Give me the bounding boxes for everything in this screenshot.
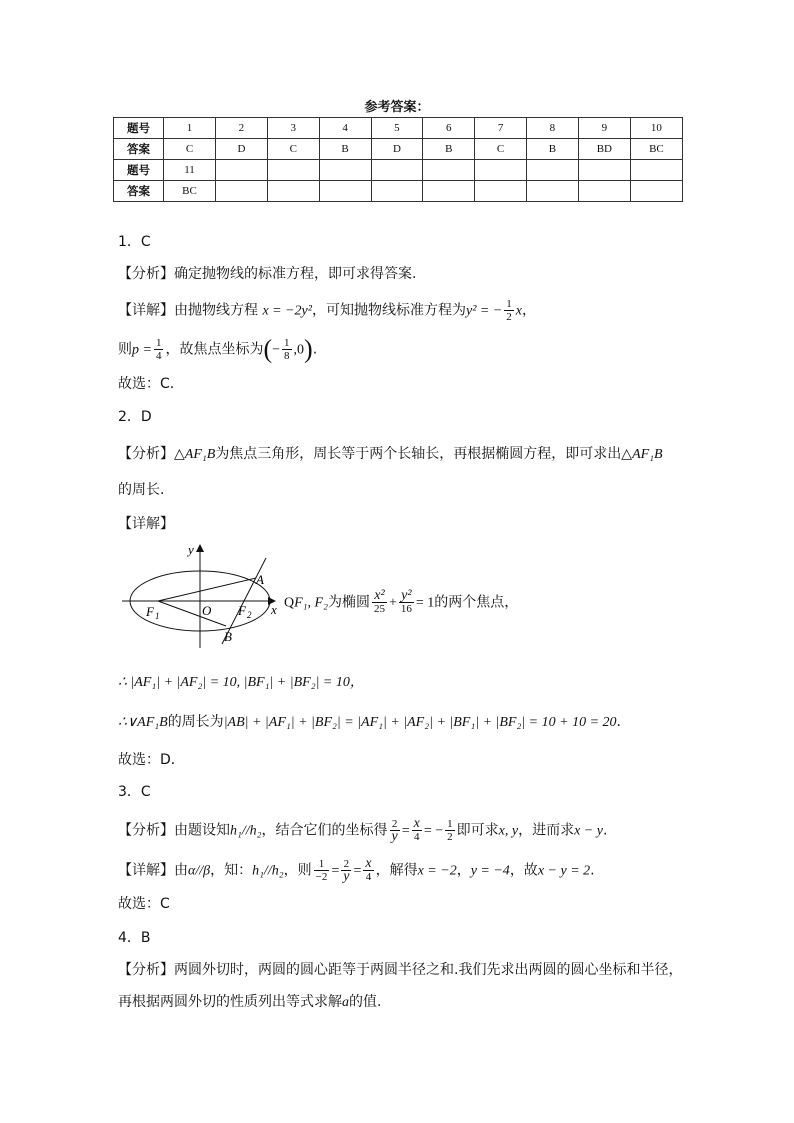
analysis-text: 由题设知 bbox=[174, 822, 230, 839]
analysis-text: 两圆外切时，两圆的圆心距等于两圆半径之和.我们先求出两圆的圆心坐标和半径， bbox=[174, 962, 683, 978]
detail-text: ，可知抛物线标准方程为 bbox=[311, 302, 466, 319]
detail-text: ， bbox=[522, 302, 537, 319]
analysis-tag: 【分析】 bbox=[118, 822, 174, 839]
label-f1: F bbox=[146, 604, 154, 619]
table-cell: BC bbox=[163, 181, 215, 202]
q2-analysis-2: 的周长. bbox=[118, 482, 165, 498]
q1-detail bbox=[118, 298, 536, 323]
label-f2: F bbox=[238, 603, 246, 618]
math-expr: h₁//h₂ bbox=[252, 863, 284, 879]
detail-text: ，故 bbox=[509, 862, 538, 879]
detail-text: ，则 bbox=[283, 862, 312, 879]
fraction bbox=[282, 337, 292, 362]
denominator: 4 bbox=[365, 871, 372, 883]
table-cell bbox=[527, 181, 579, 202]
label-f2-sub: 2 bbox=[247, 610, 252, 620]
table-cell: 1 bbox=[163, 118, 215, 139]
math-expr: + bbox=[388, 595, 397, 611]
table-cell bbox=[216, 160, 268, 181]
denominator: 16 bbox=[400, 603, 412, 615]
denominator: y bbox=[343, 869, 350, 884]
fraction bbox=[399, 590, 414, 615]
math-expr: y = −4 bbox=[470, 863, 510, 879]
analysis-text: ，进而求 bbox=[518, 822, 575, 839]
label-y: y bbox=[188, 542, 194, 557]
numerator: 2 bbox=[390, 818, 400, 831]
q2-detail-beside bbox=[284, 590, 518, 615]
table-cell bbox=[267, 181, 319, 202]
q2-heading: 2．D bbox=[118, 409, 152, 425]
q4-analysis-2 bbox=[118, 992, 381, 1013]
math-expr: = bbox=[401, 823, 410, 839]
table-cell bbox=[475, 160, 527, 181]
math-expr: p = bbox=[132, 342, 152, 358]
label-f1-sub: 1 bbox=[155, 611, 160, 621]
paren-right: ) bbox=[304, 334, 313, 364]
table-cell: B bbox=[527, 139, 579, 160]
table-cell: D bbox=[371, 139, 423, 160]
q3-detail bbox=[118, 858, 595, 883]
detail-text: ，解得 bbox=[375, 862, 418, 879]
numerator: 1 bbox=[155, 337, 162, 349]
numerator: x bbox=[365, 856, 372, 871]
table-cell: 2 bbox=[216, 118, 268, 139]
numerator: 1 bbox=[314, 858, 330, 871]
math-expr: x − y = 2 bbox=[537, 863, 591, 879]
q2-detail-line-2 bbox=[118, 712, 631, 733]
detail-text: 的两个焦点， bbox=[434, 594, 519, 611]
math-expr: h₁//h₂ bbox=[230, 823, 262, 839]
q1-heading: 1．C bbox=[118, 234, 151, 250]
numerator: 1 bbox=[506, 298, 512, 310]
detail-text: 由抛物线方程 bbox=[174, 302, 258, 319]
answer-title: 参考答案： bbox=[364, 100, 430, 115]
table-header-cell: 答案 bbox=[114, 181, 164, 202]
q1-analysis bbox=[118, 264, 416, 284]
math-expr: AF₁B bbox=[184, 447, 216, 462]
analysis-text: ，结合它们的坐标得 bbox=[261, 822, 388, 839]
q4-heading: 4．B bbox=[118, 930, 151, 946]
detail-text: ， bbox=[456, 862, 471, 879]
detail-text: 则 bbox=[118, 341, 132, 358]
analysis-text: 即可求 bbox=[456, 822, 499, 839]
math-expr: α//β bbox=[188, 863, 211, 879]
fraction bbox=[341, 858, 351, 883]
table-cell: C bbox=[475, 139, 527, 160]
detail-text: ． bbox=[616, 714, 631, 730]
table-header-cell: 题号 bbox=[114, 118, 164, 139]
math-expr: Q bbox=[284, 595, 295, 611]
denominator: y bbox=[391, 829, 398, 844]
table-cell: C bbox=[163, 139, 215, 160]
table-cell: B bbox=[423, 139, 475, 160]
table-cell: BC bbox=[630, 139, 682, 160]
detail-tag: 【详解】 bbox=[118, 862, 174, 879]
q2-detail-tag: 【详解】 bbox=[118, 516, 174, 532]
table-cell: 5 bbox=[371, 118, 423, 139]
math-expr: − bbox=[272, 342, 281, 358]
numerator: 1 bbox=[284, 337, 290, 349]
table-cell: D bbox=[216, 139, 268, 160]
table-cell: 3 bbox=[267, 118, 319, 139]
table-cell bbox=[423, 160, 475, 181]
answer-table bbox=[113, 117, 683, 202]
table-cell: 11 bbox=[163, 160, 215, 181]
math-expr: ,0 bbox=[293, 342, 305, 358]
fraction bbox=[504, 298, 514, 323]
label-b: B bbox=[224, 629, 232, 644]
table-cell: 7 bbox=[475, 118, 527, 139]
table-row bbox=[114, 139, 683, 160]
denominator: 25 bbox=[373, 603, 385, 615]
table-row bbox=[114, 160, 683, 181]
math-expr: x = −2y² bbox=[262, 303, 312, 319]
table-cell bbox=[319, 160, 371, 181]
denominator: 4 bbox=[414, 831, 420, 843]
label-o: O bbox=[202, 603, 212, 618]
label-x: x bbox=[271, 602, 277, 617]
table-cell: C bbox=[267, 139, 319, 160]
fraction bbox=[363, 858, 373, 883]
table-cell bbox=[475, 181, 527, 202]
math-expr: x, y bbox=[498, 823, 519, 839]
math-expr: = bbox=[331, 863, 340, 879]
analysis-tag: 【分析】 bbox=[118, 962, 174, 978]
detail-text: ，知： bbox=[210, 862, 253, 879]
analysis-tag: 【分析】 bbox=[118, 446, 174, 462]
triangle-symbol: △ bbox=[174, 446, 185, 462]
fraction bbox=[412, 818, 422, 843]
q2-answer: 故选：D． bbox=[118, 752, 185, 768]
ellipse-figure bbox=[116, 540, 286, 655]
numerator: 2 bbox=[341, 858, 351, 871]
detail-tag: 【详解】 bbox=[118, 302, 174, 319]
segment-f1-b bbox=[158, 601, 226, 626]
table-row bbox=[114, 181, 683, 202]
math-expr: a bbox=[342, 995, 349, 1010]
table-cell bbox=[423, 181, 475, 202]
table-cell bbox=[216, 181, 268, 202]
table-cell bbox=[630, 181, 682, 202]
table-cell bbox=[578, 160, 630, 181]
math-expr: x bbox=[515, 303, 523, 319]
q3-heading: 3．C bbox=[118, 784, 151, 800]
analysis-text: . bbox=[602, 822, 608, 839]
analysis-text: 再根据两圆外切的性质列出等式求解 bbox=[118, 994, 342, 1010]
numerator: x² bbox=[372, 590, 387, 603]
table-cell bbox=[371, 181, 423, 202]
analysis-text: 的值. bbox=[349, 994, 382, 1010]
q2-analysis bbox=[118, 444, 663, 465]
fraction bbox=[445, 818, 455, 843]
q4-analysis bbox=[118, 960, 682, 980]
table-cell bbox=[630, 160, 682, 181]
q3-answer: 故选：C bbox=[118, 896, 170, 912]
math-expr: ∴ |AF₁| + |AF₂| = 10, |BF₁| + |BF₂| = 10， bbox=[118, 675, 364, 690]
table-cell: 6 bbox=[423, 118, 475, 139]
numerator: x bbox=[413, 816, 420, 831]
table-cell bbox=[527, 160, 579, 181]
fraction bbox=[390, 818, 400, 843]
denominator: −2 bbox=[315, 871, 328, 883]
analysis-text: 确定抛物线的标准方程，即可求得答案. bbox=[174, 266, 417, 282]
detail-text: . bbox=[312, 341, 318, 358]
math-expr: = bbox=[353, 863, 362, 879]
analysis-tag: 【分析】 bbox=[118, 266, 174, 282]
table-cell bbox=[371, 160, 423, 181]
math-expr: x − y bbox=[574, 823, 603, 839]
math-expr: = 1 bbox=[415, 595, 435, 611]
fraction bbox=[314, 858, 330, 883]
denominator: 8 bbox=[284, 350, 290, 362]
math-expr: = − bbox=[423, 823, 444, 839]
detail-text: 为椭圆 bbox=[327, 594, 370, 611]
detail-text: . bbox=[590, 862, 595, 879]
math-expr: F₁, F₂ bbox=[294, 595, 328, 611]
math-expr: x = −2 bbox=[417, 863, 457, 879]
detail-text: 的周长为 bbox=[167, 714, 224, 730]
q1-detail-2 bbox=[118, 334, 318, 364]
table-header-cell: 答案 bbox=[114, 139, 164, 160]
detail-text: ，故焦点坐标为 bbox=[165, 341, 264, 358]
table-cell: BD bbox=[578, 139, 630, 160]
table-row bbox=[114, 118, 683, 139]
table-cell: 10 bbox=[630, 118, 682, 139]
math-expr: |AB| + |AF₁| + |BF₂| = |AF₁| + |AF₂| + |BF₁| + |BF₂| = 10 + 10 = 20 bbox=[223, 715, 617, 730]
numerator: 1 bbox=[447, 818, 453, 830]
table-header-cell: 题号 bbox=[114, 160, 164, 181]
denominator: 2 bbox=[506, 311, 512, 323]
table-cell: B bbox=[319, 139, 371, 160]
denominator: 4 bbox=[155, 350, 162, 362]
table-cell bbox=[267, 160, 319, 181]
paren-left: ( bbox=[263, 334, 273, 364]
table-cell bbox=[578, 181, 630, 202]
table-cell: 8 bbox=[527, 118, 579, 139]
table-cell: 9 bbox=[578, 118, 630, 139]
analysis-text: 为焦点三角形，周长等于两个长轴长，再根据椭圆方程，即可求出△ bbox=[215, 446, 633, 462]
fraction bbox=[372, 590, 387, 615]
label-a: A bbox=[256, 572, 264, 587]
detail-text: 由 bbox=[174, 862, 188, 879]
denominator: 2 bbox=[447, 831, 453, 843]
fraction bbox=[154, 337, 164, 362]
math-expr: y² = − bbox=[465, 303, 503, 319]
q3-analysis bbox=[118, 818, 607, 843]
q1-answer: 故选：C. bbox=[118, 376, 175, 392]
q2-detail-line bbox=[118, 672, 364, 693]
math-expr: AF₁B bbox=[632, 447, 663, 462]
math-expr: ∴∨AF₁B bbox=[118, 715, 168, 730]
numerator: y² bbox=[399, 590, 414, 603]
segment-f1-a bbox=[158, 578, 256, 601]
table-cell: 4 bbox=[319, 118, 371, 139]
table-cell bbox=[319, 181, 371, 202]
